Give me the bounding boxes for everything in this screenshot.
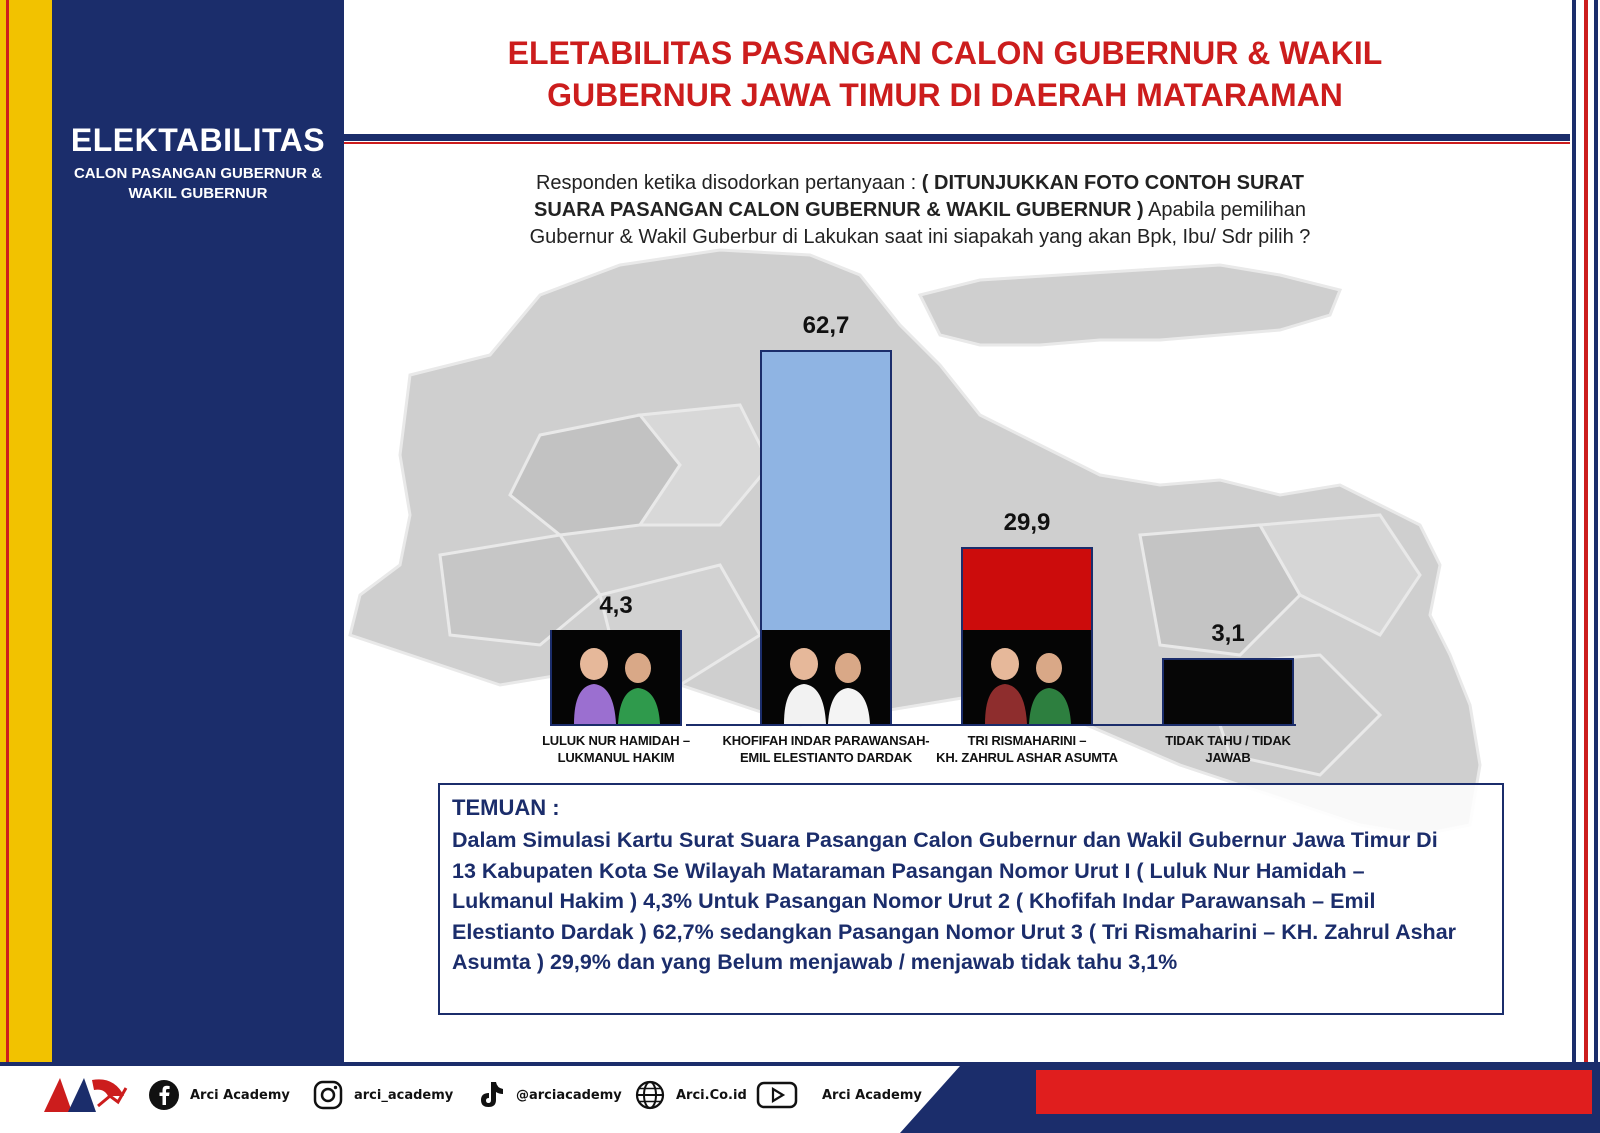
- findings-line-3: Lukmanul Hakim ) 4,3% Untuk Pasangan Nomor Urut 2 ( Khofifah Indar Parawansah – Emil: [452, 889, 1376, 913]
- findings-box: [438, 783, 1504, 1015]
- youtube-label: Arci Academy: [822, 1087, 922, 1103]
- chart-category-label-4: TIDAK TAHU / TIDAK JAWAB: [1165, 733, 1291, 765]
- youtube-icon: [756, 1079, 798, 1111]
- question-end: Gubernur & Wakil Guberbur di Lakukan saat ini siapakah yang akan Bpk, Ibu/ Sdr pilih ?: [529, 226, 1311, 248]
- chart-value-label-2: 62,7: [802, 312, 850, 339]
- chart-value-label-1: 4,3: [599, 592, 633, 619]
- sidebar-subtitle-line1: CALON PASANGAN GUBERNUR &: [73, 165, 323, 182]
- page-title-line1: ELETABILITAS PASANGAN CALON GUBERNUR & WAKIL: [507, 35, 1383, 71]
- chart-category-label-1: LULUK NUR HAMIDAH – LUKMANUL HAKIM: [542, 733, 690, 765]
- findings-line-5: Asumta ) 29,9% dan yang Belum menjawab / menjawab tidak tahu 3,1%: [452, 950, 1178, 974]
- tiktok-link[interactable]: [476, 1076, 622, 1114]
- tiktok-icon: [476, 1079, 506, 1111]
- chart-value-label-3: 29,9: [1003, 508, 1051, 536]
- sidebar-subtitle-line2: WAKIL GUBERNUR: [128, 185, 268, 202]
- youtube-link[interactable]: [756, 1076, 922, 1114]
- sidebar-title: ELEKTABILITAS: [70, 122, 326, 158]
- findings-heading: TEMUAN :: [452, 795, 560, 820]
- chart-bar-4: [1162, 658, 1294, 726]
- findings-text: [452, 825, 1490, 978]
- findings-line-1: Dalam Simulasi Kartu Surat Suara Pasangan Calon Gubernur dan Wakil Gubernur Jawa Timur Di: [452, 828, 1438, 852]
- instagram-icon: [312, 1079, 344, 1111]
- chart-category-label-2: KHOFIFAH INDAR PARAWANSAH- EMIL ELESTIANTO DARDAK: [722, 733, 930, 765]
- footer-top-line: [0, 1062, 1600, 1066]
- facebook-label: Arci Academy: [190, 1087, 290, 1103]
- question-bold-1: ( DITUNJUKKAN FOTO CONTOH SURAT: [921, 172, 1305, 194]
- instagram-label: arci_academy: [354, 1087, 454, 1103]
- survey-period: Periode Survei 7 – 16 November, 2024: [1107, 17, 1521, 43]
- instagram-link[interactable]: [312, 1076, 453, 1114]
- question-cont: Apabila pemilihan: [1143, 199, 1306, 221]
- tiktok-label: @arciacademy: [516, 1087, 622, 1103]
- findings-line-4: Elestianto Dardak ) 62,7% sedangkan Pasangan Nomor Urut 3 ( Tri Rismaharini – KH. Zahrul Ashar: [452, 919, 1457, 944]
- globe-icon: [634, 1079, 666, 1111]
- candidate-photo-2: [762, 630, 890, 724]
- question-bold-2: SUARA PASANGAN CALON GUBERNUR & WAKIL GUBERNUR ): [534, 199, 1144, 221]
- chart-value-label-4: 3,1: [1211, 620, 1245, 647]
- website-link[interactable]: [634, 1076, 747, 1114]
- website-label: Arci.Co.id: [676, 1087, 747, 1103]
- arci-logo: [38, 1066, 130, 1130]
- period-box: [1036, 1070, 1592, 1114]
- question-intro: Responden ketika disodorkan pertanyaan :: [535, 172, 922, 194]
- facebook-link[interactable]: [148, 1076, 290, 1114]
- findings-line-2: 13 Kabupaten Kota Se Wilayah Mataraman Pasangan Nomor Urut I ( Luluk Nur Hamidah –: [452, 858, 1365, 883]
- page-title-line2: GUBERNUR JAWA TIMUR DI DAERAH MATARAMAN: [547, 77, 1343, 113]
- candidate-photo-1: [552, 630, 680, 724]
- facebook-icon: [148, 1079, 180, 1111]
- chart-category-label-3: TRI RISMAHARINI – KH. ZAHRUL ASHAR ASUMTA: [936, 733, 1118, 765]
- candidate-photo-3: [963, 630, 1091, 724]
